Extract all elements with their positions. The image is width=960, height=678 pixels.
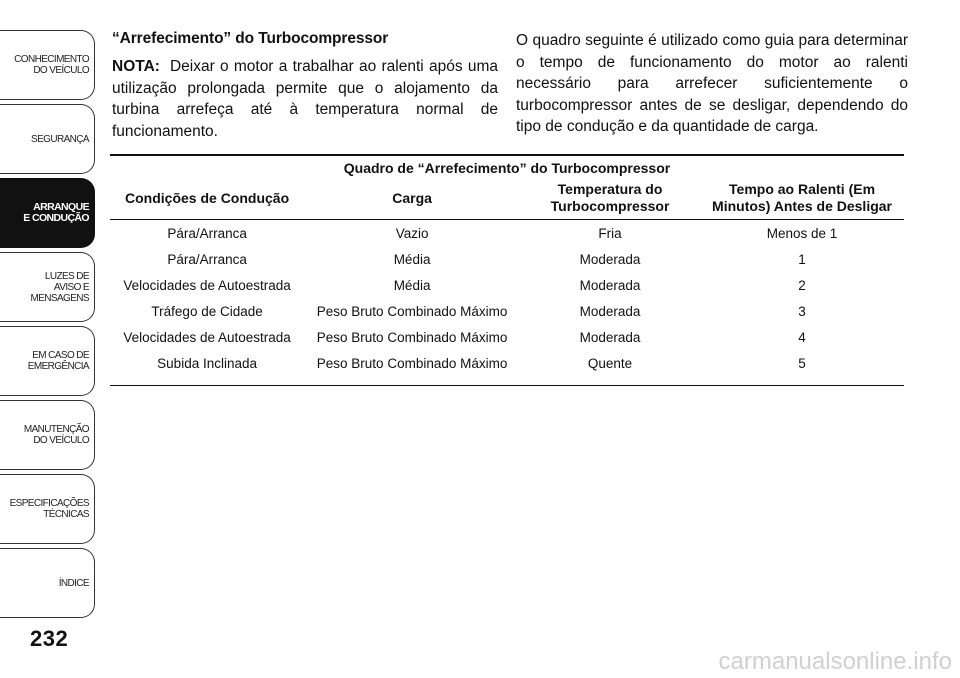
page-number: 232: [30, 626, 69, 651]
table-cell: Menos de 1: [766, 225, 838, 241]
table-cell: Velocidades de Autoestrada: [123, 277, 291, 293]
table-cell: Quente: [520, 350, 700, 386]
note-text: Deixar o motor a trabalhar ao ralenti após uma utilização prolongada permite que o alojamento da turbina arrefeça até à temperatura normal de funcionamento.: [112, 58, 498, 140]
chapter-sidebar: [0, 0, 98, 678]
tab-seguranca[interactable]: [0, 104, 95, 174]
column-header: Condições de Condução: [110, 179, 304, 220]
table-cell: 3: [798, 303, 806, 319]
tab-luzes-de-aviso[interactable]: [0, 252, 95, 322]
tab-label: MANUTENÇÃO DO VEÍCULO: [23, 424, 89, 446]
table-cell: Pára/Arranca: [167, 251, 247, 267]
table-header-row: [110, 179, 904, 220]
tab-conhecimento-do-veiculo[interactable]: [0, 30, 95, 100]
table-cell: Vazio: [395, 225, 429, 241]
tab-label: LUZES DE AVISO E MENSAGENS: [30, 270, 89, 304]
column-header: Temperatura do Turbocompressor: [520, 179, 700, 220]
table-cell: 5: [700, 350, 904, 386]
tab-em-caso-de-emergencia[interactable]: [0, 326, 95, 396]
left-column: [112, 30, 498, 142]
table-cell: Subida Inclinada: [110, 350, 304, 386]
tab-label: ARRANQUE E CONDUÇÃO: [23, 201, 89, 224]
column-header: Tempo ao Ralenti (Em Minutos) Antes de Desligar: [700, 179, 904, 220]
table-row: [110, 324, 904, 350]
watermark: carmanualsonline.info: [718, 648, 952, 675]
table-cell: Peso Bruto Combinado Máximo: [316, 329, 508, 345]
note-paragraph: [112, 56, 498, 142]
column-header: Carga: [304, 179, 520, 220]
tab-manutencao-do-veiculo[interactable]: [0, 400, 95, 470]
table-cell: Média: [393, 251, 431, 267]
tab-label: ESPECIFICAÇÕES TÉCNICAS: [9, 498, 89, 520]
table-cell: Pára/Arranca: [167, 225, 247, 241]
table-cell: Média: [393, 277, 431, 293]
tab-label: ÍNDICE: [58, 577, 89, 589]
table-cell: 1: [798, 251, 806, 267]
table-cell: Moderada: [579, 303, 641, 319]
tab-arranque-e-conducao[interactable]: [0, 178, 95, 248]
table-cell: Moderada: [579, 329, 641, 345]
table-cell: Tráfego de Cidade: [151, 303, 263, 319]
tab-label: SEGURANÇA: [31, 133, 89, 145]
tab-label: EM CASO DE EMERGÊNCIA: [27, 350, 89, 372]
table-cell: Moderada: [579, 277, 641, 293]
section-title: “Arrefecimento” do Turbocompressor: [112, 30, 389, 47]
table-row: [110, 350, 904, 386]
intro-paragraph: O quadro seguinte é utilizado como guia para determinar o tempo de funcionamento do motor ao ralenti necessário para arrefecer suficientemente o turbocompressor antes de se desligar, dependendo do tipo de condução e da quantidade de carga.: [516, 32, 908, 135]
tab-indice[interactable]: [0, 548, 95, 618]
table-row: [110, 246, 904, 272]
table-cell: Fria: [598, 225, 622, 241]
tab-especificacoes-tecnicas[interactable]: [0, 474, 95, 544]
table-cell: Velocidades de Autoestrada: [123, 329, 291, 345]
table-caption: Quadro de “Arrefecimento” do Turbocompressor: [110, 155, 904, 179]
note-label: NOTA:: [112, 58, 160, 75]
table-row: [110, 272, 904, 298]
table-cell: Peso Bruto Combinado Máximo: [316, 303, 508, 319]
table-row: [110, 298, 904, 324]
table-cell: 4: [798, 329, 806, 345]
turbo-cooldown-table: [110, 154, 904, 386]
table-cell: Moderada: [579, 251, 641, 267]
table-cell: 2: [798, 277, 806, 293]
right-column: [516, 30, 908, 138]
table-row: [110, 220, 904, 247]
tab-label: CONHECIMENTO DO VEÍCULO: [14, 54, 89, 76]
table-cell: Peso Bruto Combinado Máximo: [304, 350, 520, 386]
